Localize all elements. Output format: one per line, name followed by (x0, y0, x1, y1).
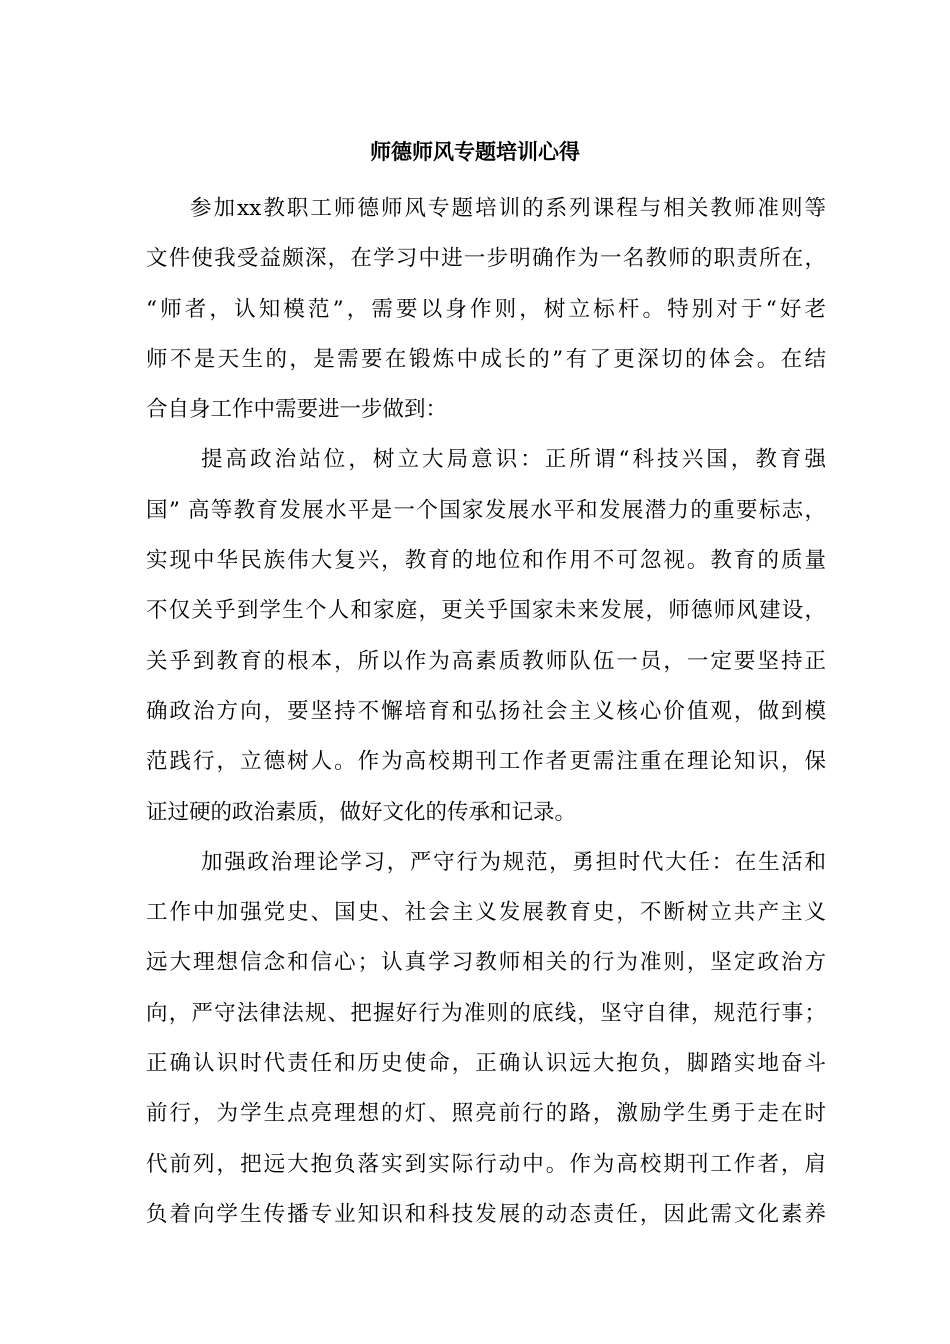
paragraph-3-line-7: 代前列，把远大抱负落实到实际行动中。作为高校期刊工作者，肩 (146, 1151, 826, 1177)
paragraph-3-line-1: 加强政治理论学习，严守行为规范，勇担时代大任：在生活和 (201, 849, 826, 875)
paragraph-3-line-8: 负着向学生传播专业知识和科技发展的动态责任，因此需文化素养 (146, 1201, 826, 1227)
paragraph-2-line-4: 不仅关乎到学生个人和家庭，更关乎国家未来发展，师德师风建设， (146, 598, 826, 624)
paragraph-3-line-4: 向，严守法律法规、把握好行为准则的底线，坚守自律，规范行事； (146, 1000, 826, 1026)
paragraph-1-line-2: 文件使我受益颇深，在学习中进一步明确作为一名教师的职责所在， (146, 246, 826, 272)
paragraph-3-line-2: 工作中加强党史、国史、社会主义发展教育史，不断树立共产主义 (146, 900, 826, 926)
paragraph-3-line-3: 远大理想信念和信心；认真学习教师相关的行为准则，坚定政治方 (146, 950, 826, 976)
paragraph-2-line-1: 提高政治站位，树立大局意识：正所谓“科技兴国，教育强 (201, 447, 826, 473)
paragraph-1-line-4: 师不是天生的，是需要在锻炼中成长的”有了更深切的体会。在结 (146, 346, 826, 372)
paragraph-2-line-2: 国” 高等教育发展水平是一个国家发展水平和发展潜力的重要标志， (146, 497, 826, 523)
paragraph-2-line-7: 范践行，立德树人。作为高校期刊工作者更需注重在理论知识，保 (146, 749, 826, 775)
paragraph-1-line-1: 参加xx教职工师德师风专题培训的系列课程与相关教师准则等 (190, 196, 826, 221)
paragraph-2-line-5: 关乎到教育的根本，所以作为高素质教师队伍一员，一定要坚持正 (146, 648, 826, 674)
document-body (146, 184, 826, 1240)
paragraph-2-line-6: 确政治方向，要坚持不懈培育和弘扬社会主义核心价值观，做到模 (146, 698, 826, 724)
paragraph-3-line-5: 正确认识时代责任和历史使命，正确认识远大抱负，脚踏实地奋斗 (146, 1051, 826, 1077)
paragraph-1-line-5: 合自身工作中需要进一步做到： (146, 397, 448, 423)
paragraph-2-line-8: 证过硬的政治素质，做好文化的传承和记录。 (146, 799, 577, 825)
paragraph-2-line-3: 实现中华民族伟大复兴，教育的地位和作用不可忽视。教育的质量 (146, 548, 826, 574)
document-title: 师德师风专题培训心得 (370, 139, 580, 164)
paragraph-1-line-3: “师者，认知模范”，需要以身作则，树立标杆。特别对于“好老 (146, 296, 826, 322)
paragraph-3-line-6: 前行，为学生点亮理想的灯、照亮前行的路，激励学生勇于走在时 (146, 1101, 826, 1127)
